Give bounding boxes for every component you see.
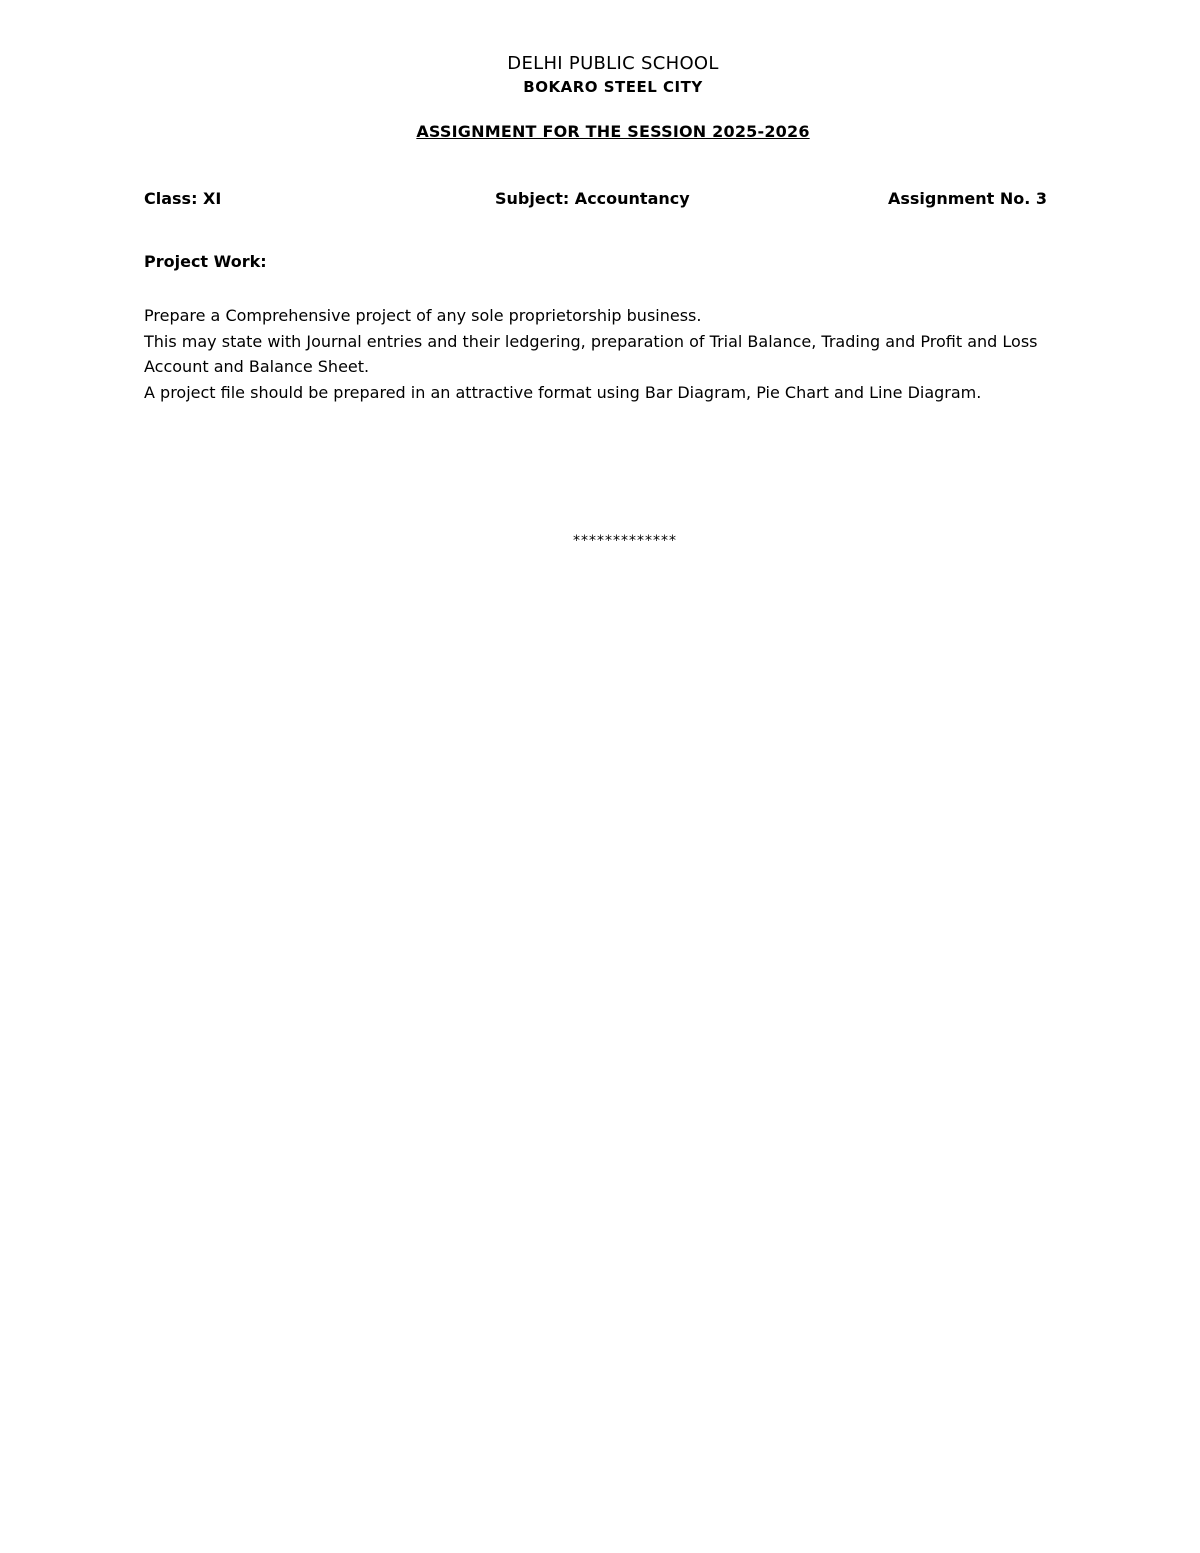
school-city: BOKARO STEEL CITY [523,78,703,96]
class-label: Class: XI [144,189,222,208]
assignment-title: ASSIGNMENT FOR THE SESSION 2025-2026 [416,122,810,141]
subject-label: Subject: Accountancy [495,189,690,208]
assignment-number: Assignment No. 3 [888,189,1048,208]
project-instructions [144,303,1064,405]
school-name: DELHI PUBLIC SCHOOL [507,53,719,74]
instruction-paragraph: Prepare a Comprehensive project of any sole proprietorship business. [144,306,702,325]
instruction-paragraph: A project file should be prepared in an attractive format using Bar Diagram, Pie Chart and Line Diagram. [144,382,982,402]
instruction-paragraph: This may state with Journal entries and their ledgering, preparation of Trial Balance, Trading and Profit and Loss Account and Balance Sheet. [144,331,1038,376]
end-marker: ************* [573,533,677,549]
section-heading: Project Work: [144,252,267,271]
